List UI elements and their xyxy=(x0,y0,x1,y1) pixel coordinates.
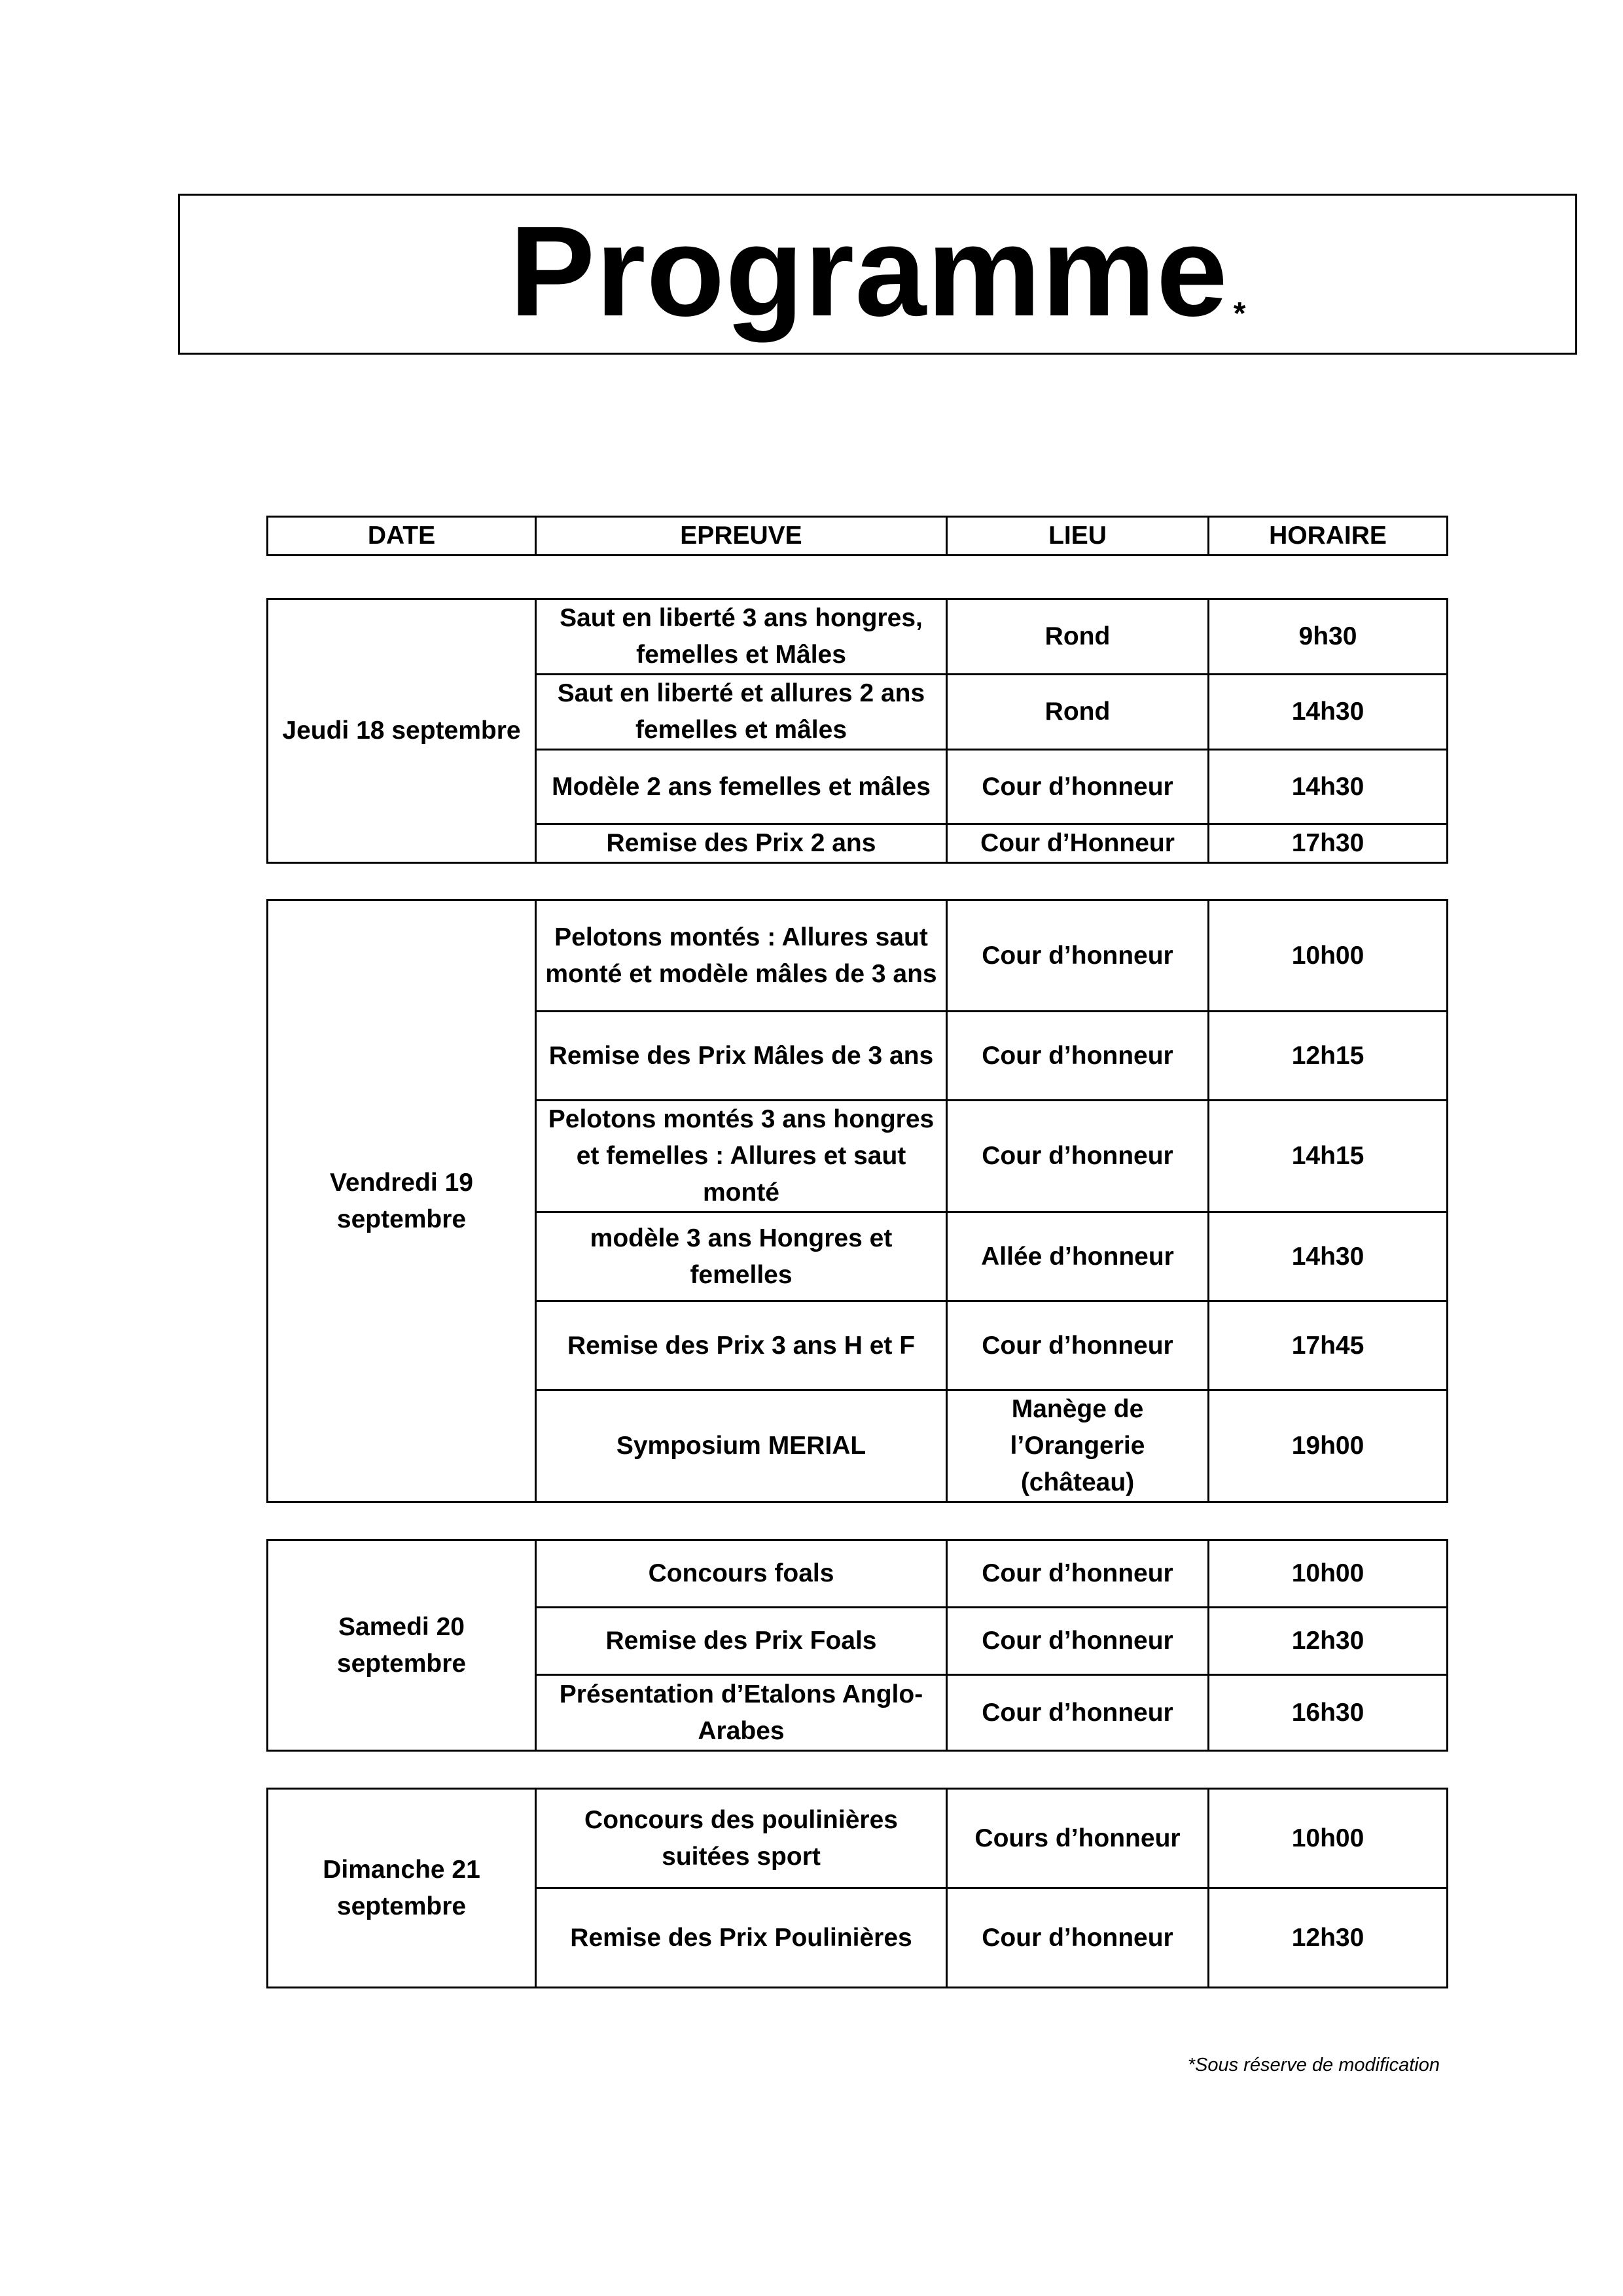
title-box xyxy=(178,194,1577,355)
lieu-cell: Rond xyxy=(947,599,1209,675)
epreuve-cell: Remise des Prix 2 ans xyxy=(536,824,947,863)
horaire-cell: 19h00 xyxy=(1209,1390,1448,1502)
day-table-thursday xyxy=(266,598,1448,864)
lieu-cell: Cour d’honneur xyxy=(947,1675,1209,1751)
horaire-cell: 17h45 xyxy=(1209,1301,1448,1390)
horaire-cell: 12h30 xyxy=(1209,1888,1448,1988)
lieu-cell: Cour d’honneur xyxy=(947,1301,1209,1390)
header-lieu: LIEU xyxy=(947,517,1209,556)
lieu-cell: Cour d’honneur xyxy=(947,750,1209,824)
epreuve-cell: Saut en liberté 3 ans hongres, femelles et Mâles xyxy=(536,599,947,675)
horaire-cell: 12h15 xyxy=(1209,1012,1448,1101)
day-table-saturday xyxy=(266,1539,1448,1752)
day-table-sunday xyxy=(266,1788,1448,1988)
horaire-cell: 10h00 xyxy=(1209,1540,1448,1608)
horaire-cell: 12h30 xyxy=(1209,1608,1448,1675)
lieu-cell: Cour d’honneur xyxy=(947,1101,1209,1212)
epreuve-cell: Saut en liberté et allures 2 ans femelles et mâles xyxy=(536,675,947,750)
footnote: *Sous réserve de modification xyxy=(1187,2055,1440,2075)
day-date: Vendredi 19 septembre xyxy=(268,900,536,1502)
header-row xyxy=(268,517,1448,556)
header-horaire: HORAIRE xyxy=(1209,517,1448,556)
lieu-cell: Allée d’honneur xyxy=(947,1212,1209,1301)
table-row xyxy=(268,1789,1448,1888)
lieu-cell: Cour d’honneur xyxy=(947,900,1209,1012)
epreuve-cell: Pelotons montés 3 ans hongres et femelles : Allures et saut monté xyxy=(536,1101,947,1212)
horaire-cell: 10h00 xyxy=(1209,900,1448,1012)
epreuve-cell: Modèle 2 ans femelles et mâles xyxy=(536,750,947,824)
horaire-cell: 16h30 xyxy=(1209,1675,1448,1751)
header-epreuve: EPREUVE xyxy=(536,517,947,556)
lieu-cell: Rond xyxy=(947,675,1209,750)
horaire-cell: 10h00 xyxy=(1209,1789,1448,1888)
lieu-cell: Cour d’honneur xyxy=(947,1888,1209,1988)
header-date: DATE xyxy=(268,517,536,556)
epreuve-cell: Remise des Prix Foals xyxy=(536,1608,947,1675)
horaire-cell: 9h30 xyxy=(1209,599,1448,675)
epreuve-cell: Symposium MERIAL xyxy=(536,1390,947,1502)
epreuve-cell: Concours foals xyxy=(536,1540,947,1608)
lieu-cell: Cours d’honneur xyxy=(947,1789,1209,1888)
horaire-cell: 14h15 xyxy=(1209,1101,1448,1212)
horaire-cell: 14h30 xyxy=(1209,675,1448,750)
epreuve-cell: Présentation d’Etalons Anglo-Arabes xyxy=(536,1675,947,1751)
table-row xyxy=(268,599,1448,675)
title-asterisk: * xyxy=(1233,296,1246,331)
horaire-cell: 14h30 xyxy=(1209,1212,1448,1301)
horaire-cell: 17h30 xyxy=(1209,824,1448,863)
lieu-cell: Cour d’honneur xyxy=(947,1608,1209,1675)
lieu-cell: Manège de l’Orangerie (château) xyxy=(947,1390,1209,1502)
epreuve-cell: modèle 3 ans Hongres et femelles xyxy=(536,1212,947,1301)
day-table-friday xyxy=(266,899,1448,1503)
epreuve-cell: Remise des Prix 3 ans H et F xyxy=(536,1301,947,1390)
epreuve-cell: Remise des Prix Poulinières xyxy=(536,1888,947,1988)
lieu-cell: Cour d’Honneur xyxy=(947,824,1209,863)
table-row xyxy=(268,1540,1448,1608)
day-date: Samedi 20 septembre xyxy=(268,1540,536,1751)
epreuve-cell: Remise des Prix Mâles de 3 ans xyxy=(536,1012,947,1101)
lieu-cell: Cour d’honneur xyxy=(947,1540,1209,1608)
header-table xyxy=(266,516,1448,556)
epreuve-cell: Concours des poulinières suitées sport xyxy=(536,1789,947,1888)
epreuve-cell: Pelotons montés : Allures saut monté et modèle mâles de 3 ans xyxy=(536,900,947,1012)
lieu-cell: Cour d’honneur xyxy=(947,1012,1209,1101)
page-title: Programme xyxy=(509,200,1228,343)
table-row xyxy=(268,900,1448,1012)
day-date: Jeudi 18 septembre xyxy=(268,599,536,863)
horaire-cell: 14h30 xyxy=(1209,750,1448,824)
day-date: Dimanche 21 septembre xyxy=(268,1789,536,1988)
